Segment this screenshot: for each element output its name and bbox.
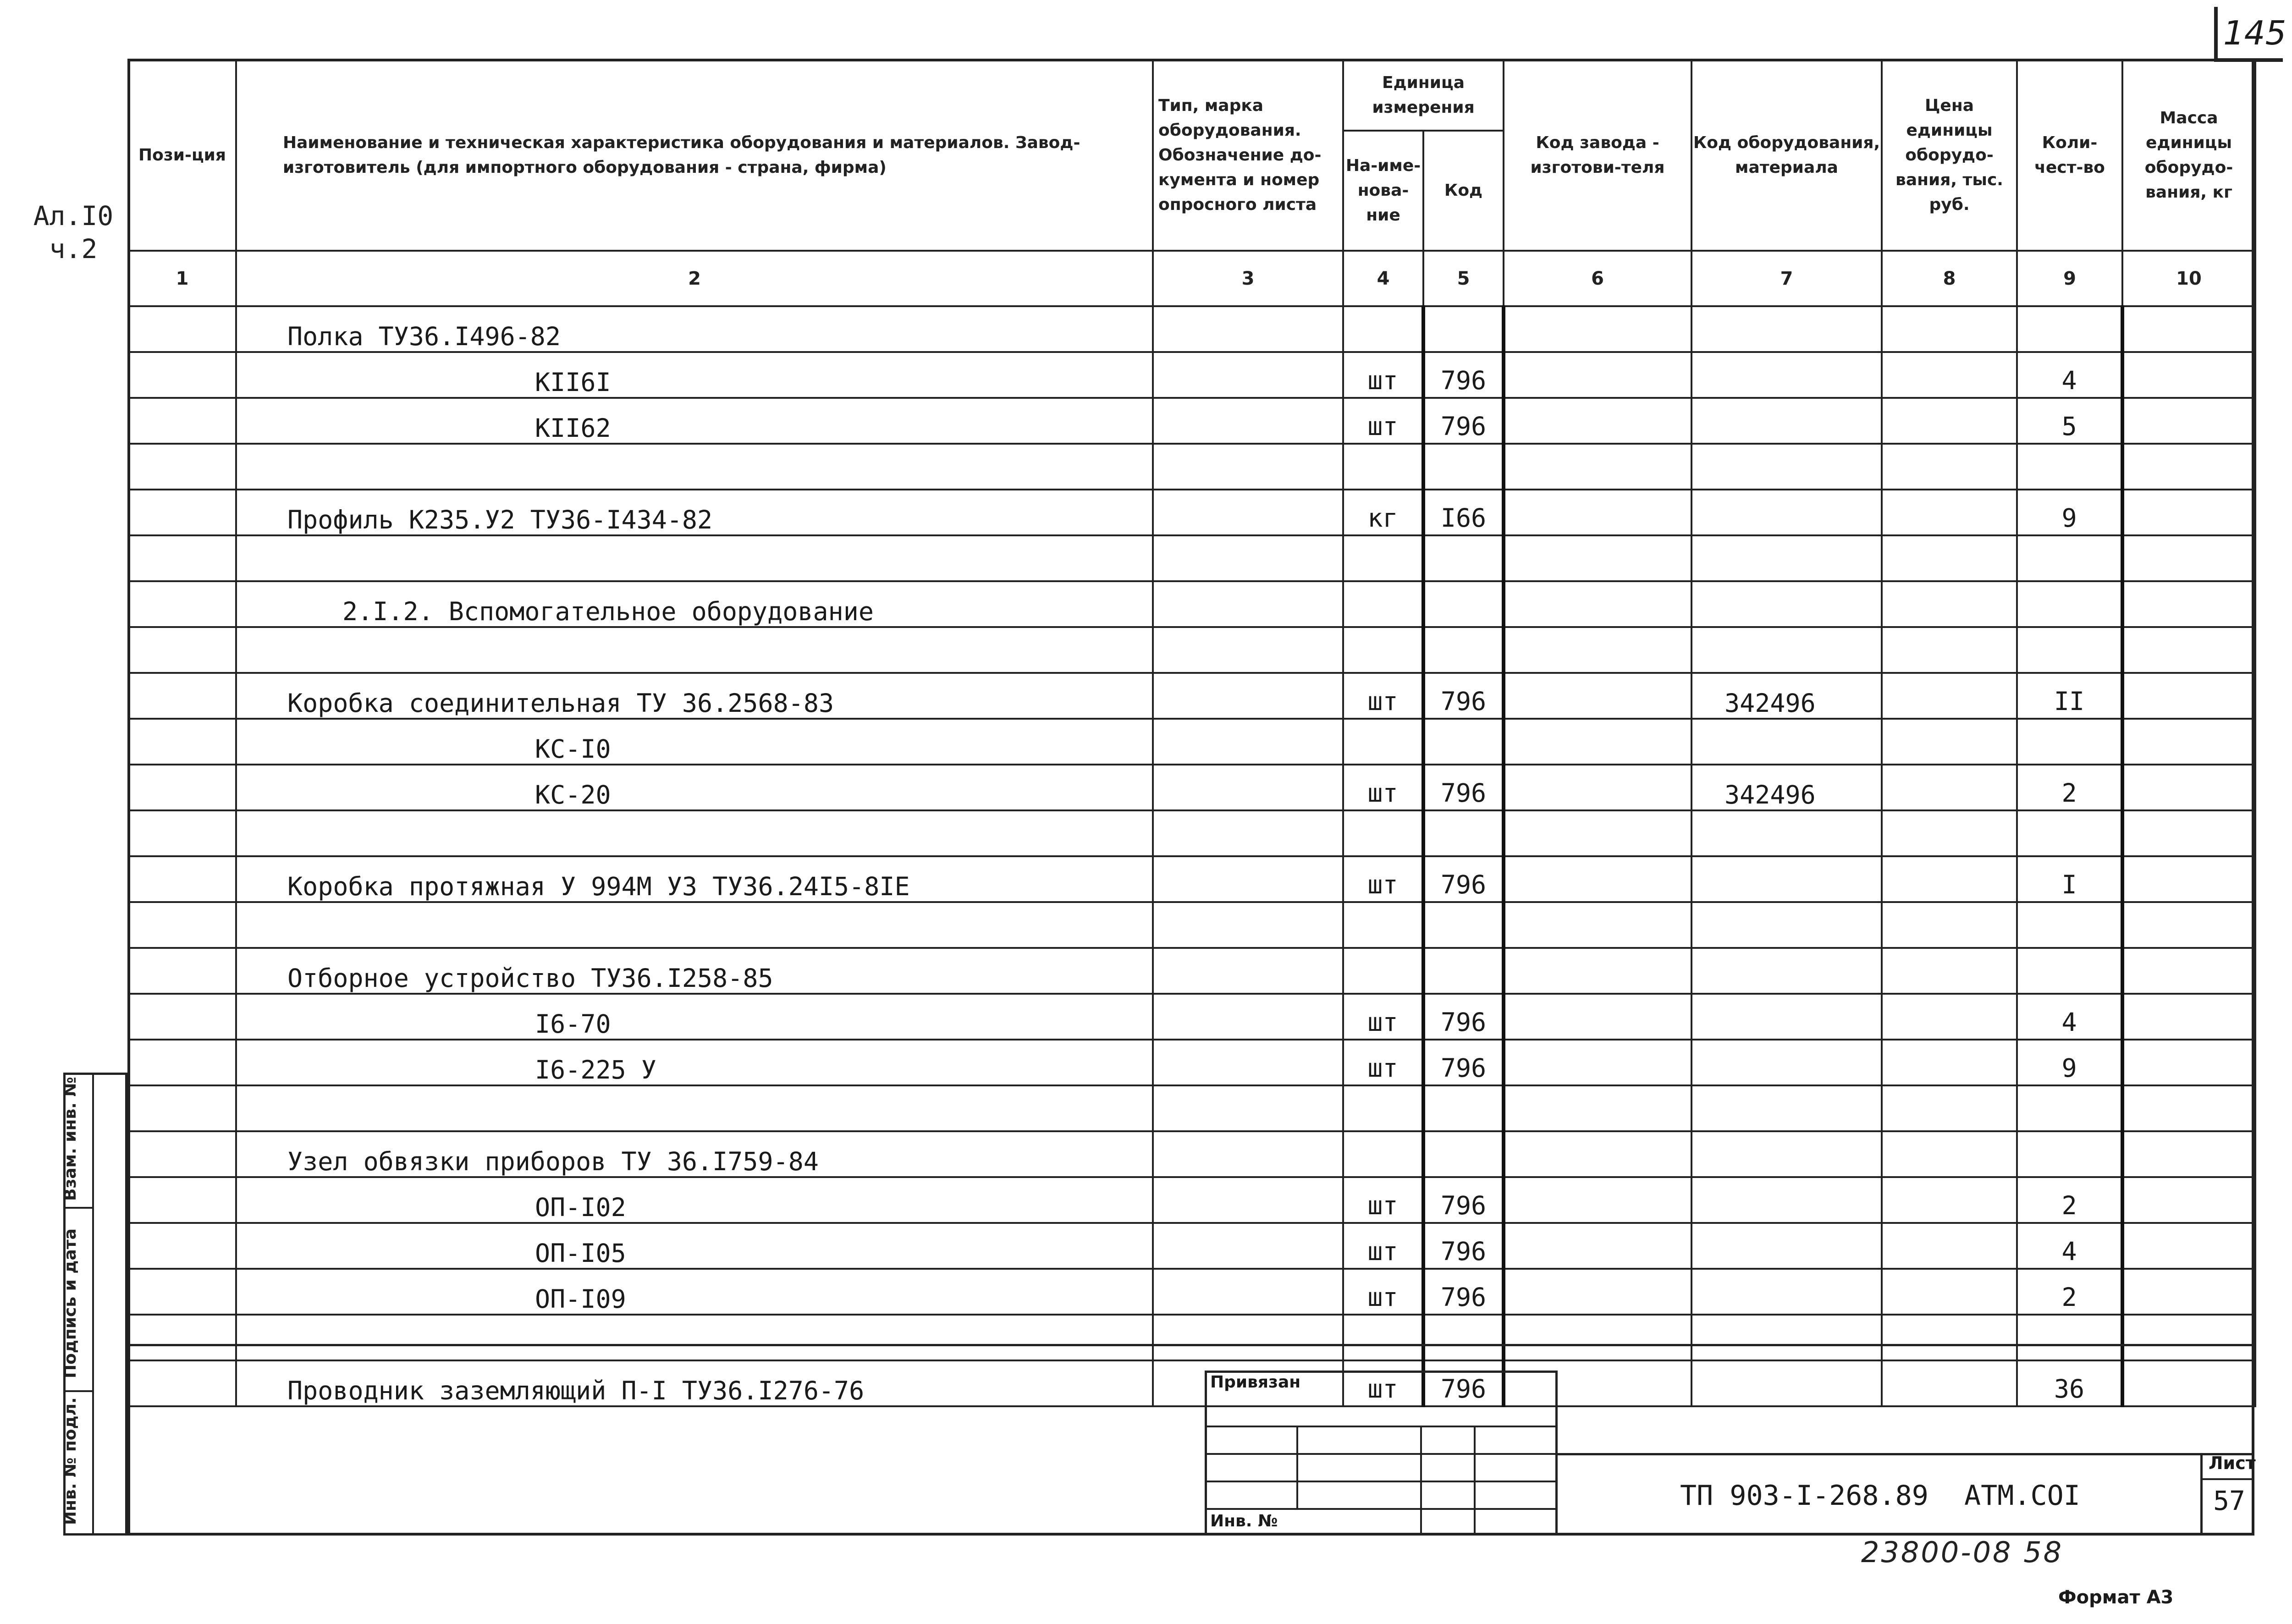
header-price: Цена единицы оборудо-вания, тыс. руб. <box>1882 60 2017 251</box>
cell-unit-code: 796 <box>1423 1360 1504 1406</box>
cell-name: 2.I.2. Вспомогательное оборудование <box>236 581 1153 627</box>
column-number: 4 <box>1343 251 1423 306</box>
tb-line <box>1420 1426 1422 1536</box>
cell-unit-code: 796 <box>1423 352 1504 398</box>
column-number: 8 <box>1882 251 2017 306</box>
table-bottom-rule <box>127 1344 2254 1346</box>
cell-unit: кг <box>1343 490 1423 535</box>
cell-name: Коробка протяжная У 994М УЗ ТУ36.24I5-8IЕ <box>236 856 1153 902</box>
stamp-inv-replace-cell <box>61 1075 92 1209</box>
tb-line <box>1205 1481 1558 1482</box>
header-unit-name: На-име-нова-ние <box>1343 131 1423 251</box>
tb-line <box>1474 1426 1476 1536</box>
cell-quantity: 2 <box>2017 1177 2122 1223</box>
header-type: Тип, марка оборудования. Обозначение до-кумента и номер опросного листа <box>1153 60 1343 251</box>
column-number: 3 <box>1153 251 1343 306</box>
tb-line <box>1205 1453 1558 1455</box>
margin-note <box>28 199 119 265</box>
cell-unit: шт <box>1343 1269 1423 1315</box>
drawing-frame <box>127 59 2254 1536</box>
bound-label: Привязан <box>1210 1373 1301 1392</box>
cell-name: I6-70 <box>236 994 1153 1040</box>
document-suffix: АТМ.СОI <box>1964 1480 2080 1512</box>
stamp-sign-date: Подпись и дата <box>61 1228 80 1378</box>
cell-unit-code: 796 <box>1423 673 1504 719</box>
stamp-divider <box>92 1075 94 1533</box>
column-number: 2 <box>236 251 1153 306</box>
handwritten-note: 23800-08 58 <box>1861 1536 2064 1569</box>
cell-unit: шт <box>1343 1177 1423 1223</box>
cell-name: Полка ТУ36.I496-82 <box>236 306 1153 352</box>
side-stamp-strip <box>63 1073 127 1536</box>
cell-unit-code: I66 <box>1423 490 1504 535</box>
margin-note-line-1: Ал.I0 <box>33 200 114 231</box>
header-name: Наименование и техническая характеристика оборудования и материалов. Завод-изготовитель (для импортного оборудования - страна, фирма) <box>236 60 1153 251</box>
cell-quantity: 9 <box>2017 490 2122 535</box>
tb-line <box>1296 1426 1298 1508</box>
cell-quantity: 36 <box>2017 1360 2122 1406</box>
cell-unit: шт <box>1343 1040 1423 1085</box>
cell-name: КС-I0 <box>236 719 1153 765</box>
inventory-label: Инв. № <box>1210 1512 1278 1530</box>
tb-line <box>2200 1478 2254 1480</box>
cell-name: ОП-I09 <box>236 1269 1153 1315</box>
sheet-label: Лист <box>2209 1453 2256 1473</box>
cell-unit: шт <box>1343 352 1423 398</box>
cell-unit-code: 796 <box>1423 856 1504 902</box>
page-number: 145 <box>2223 14 2286 52</box>
cell-unit: шт <box>1343 856 1423 902</box>
cell-quantity: 5 <box>2017 398 2122 444</box>
cell-unit-code: 796 <box>1423 1040 1504 1085</box>
column-number: 9 <box>2017 251 2122 306</box>
header-quantity: Коли-чест-во <box>2017 60 2122 251</box>
tb-line <box>1205 1426 1558 1427</box>
cell-name: КII6I <box>236 352 1153 398</box>
column-number: 7 <box>1691 251 1882 306</box>
header-position: Пози-ция <box>128 60 236 251</box>
cell-name: Профиль К235.У2 ТУ36-I434-82 <box>236 490 1153 535</box>
cell-unit: шт <box>1343 994 1423 1040</box>
cell-quantity: 2 <box>2017 765 2122 810</box>
cell-name: I6-225 У <box>236 1040 1153 1085</box>
stamp-inv-orig-cell <box>61 1392 92 1533</box>
stamp-inv-replace: Взам. инв. № <box>61 1077 80 1201</box>
cell-unit-code: 796 <box>1423 765 1504 810</box>
header-mass: Масса единицы оборудо-вания, кг <box>2122 60 2255 251</box>
cell-name: КС-20 <box>236 765 1153 810</box>
cell-name: КII62 <box>236 398 1153 444</box>
cell-unit: шт <box>1343 673 1423 719</box>
header-equipment-code: Код оборудования, материала <box>1691 60 1882 251</box>
tb-line <box>1558 1453 2254 1455</box>
header-unit-code: Код <box>1423 131 1504 251</box>
format-label: Формат А3 <box>2058 1587 2174 1608</box>
column-number: 1 <box>128 251 236 306</box>
cell-unit-code: 796 <box>1423 1269 1504 1315</box>
cell-unit: шт <box>1343 765 1423 810</box>
tb-line <box>2200 1453 2203 1536</box>
cell-name: Узел обвязки приборов ТУ 36.I759-84 <box>236 1131 1153 1177</box>
tb-line <box>1205 1508 1558 1510</box>
cell-name: Отборное устройство ТУ36.I258-85 <box>236 948 1153 994</box>
cell-name: Коробка соединительная ТУ 36.2568-83 <box>236 673 1153 719</box>
cell-quantity: I <box>2017 856 2122 902</box>
cell-quantity: 2 <box>2017 1269 2122 1315</box>
cell-unit-code: 796 <box>1423 1177 1504 1223</box>
document-code: ТП 903-I-268.89 <box>1680 1480 1928 1512</box>
cell-name: ОП-I05 <box>236 1223 1153 1269</box>
cell-name: Проводник заземляющий П-I ТУ36.I276-76 <box>236 1360 1153 1406</box>
cell-unit: шт <box>1343 1223 1423 1269</box>
cell-quantity: 4 <box>2017 1223 2122 1269</box>
cell-equipment-code: 342496 <box>1691 765 1882 810</box>
sheet-number: 57 <box>2213 1485 2245 1516</box>
column-number: 5 <box>1423 251 1504 306</box>
stamp-sign-date-cell <box>61 1209 92 1392</box>
cell-equipment-code: 342496 <box>1691 673 1882 719</box>
column-number: 6 <box>1504 251 1691 306</box>
cell-quantity: 4 <box>2017 994 2122 1040</box>
margin-note-line-2: ч.2 <box>49 233 98 264</box>
stamp-inv-orig: Инв. № подл. <box>61 1397 80 1525</box>
header-unit-group: Единица измерения <box>1343 60 1504 131</box>
header-factory-code: Код завода - изготови-теля <box>1504 60 1691 251</box>
cell-name: ОП-I02 <box>236 1177 1153 1223</box>
cell-unit-code: 796 <box>1423 994 1504 1040</box>
column-number: 10 <box>2122 251 2255 306</box>
cell-quantity: II <box>2017 673 2122 719</box>
cell-unit-code: 796 <box>1423 1223 1504 1269</box>
cell-unit: шт <box>1343 1360 1423 1406</box>
cell-quantity: 9 <box>2017 1040 2122 1085</box>
cell-unit: шт <box>1343 398 1423 444</box>
cell-unit-code: 796 <box>1423 398 1504 444</box>
cell-quantity: 4 <box>2017 352 2122 398</box>
